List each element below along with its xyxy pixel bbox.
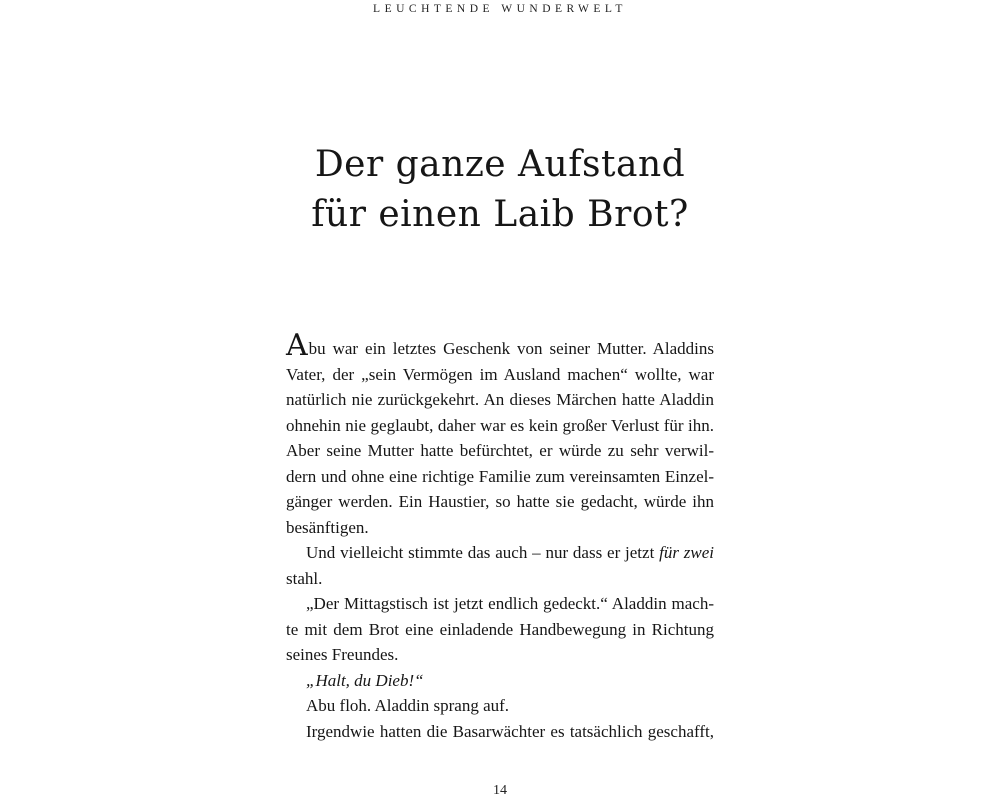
text-line bbox=[286, 328, 714, 363]
text-line: ohnehin nie geglaubt, daher war es kein großer Verlust für ihn. bbox=[286, 415, 714, 435]
text-line: seines Freundes. bbox=[286, 645, 399, 664]
emphasis-text: „Halt, du Dieb!“ bbox=[306, 670, 424, 690]
text-line: Irgendwie hatten die Basarwächter es tatsächlich geschafft, bbox=[306, 721, 714, 741]
drop-cap: A bbox=[286, 328, 308, 363]
text-line: „Der Mittagstisch ist jetzt endlich gedeckt.“ Aladdin mach- bbox=[306, 594, 714, 613]
chapter-title bbox=[0, 140, 1000, 240]
text-line: stahl. bbox=[286, 568, 323, 588]
text-line bbox=[286, 540, 714, 566]
text-line-content: bu war ein letztes Geschenk von seiner Mutter. Aladdins bbox=[308, 339, 714, 358]
text-line: besänftigen. bbox=[286, 517, 369, 537]
chapter-title-line-1: Der ganze Aufstand bbox=[314, 144, 686, 185]
text-line: te mit dem Brot eine einladende Handbewegung in Richtung bbox=[286, 619, 714, 639]
text-line: dern und ohne eine richtige Familie zum vereinsamten Einzel- bbox=[286, 466, 714, 486]
text-line: Abu floh. Aladdin sprang auf. bbox=[306, 696, 510, 715]
text-line: gänger werden. Ein Haustier, so hatte sie gedacht, würde ihn bbox=[286, 492, 714, 511]
text-line: Vater, der „sein Vermögen im Ausland machen“ wollte, war bbox=[286, 364, 714, 384]
text-line: natürlich nie zurückgekehrt. An dieses Märchen hatte Aladdin bbox=[286, 390, 714, 409]
body-text bbox=[286, 328, 715, 744]
page-number: 14 bbox=[493, 783, 507, 798]
chapter-title-line-2: für einen Laib Brot? bbox=[311, 194, 689, 235]
running-header: LEUCHTENDE WUNDERWELT bbox=[373, 3, 627, 15]
text-line: Aber seine Mutter hatte befürchtet, er würde zu sehr verwil- bbox=[286, 441, 714, 460]
text-line bbox=[286, 668, 714, 694]
text-line-content: Und vielleicht stimmte das auch – nur dass er jetzt bbox=[306, 543, 660, 562]
emphasis-text: für zwei bbox=[659, 543, 715, 562]
